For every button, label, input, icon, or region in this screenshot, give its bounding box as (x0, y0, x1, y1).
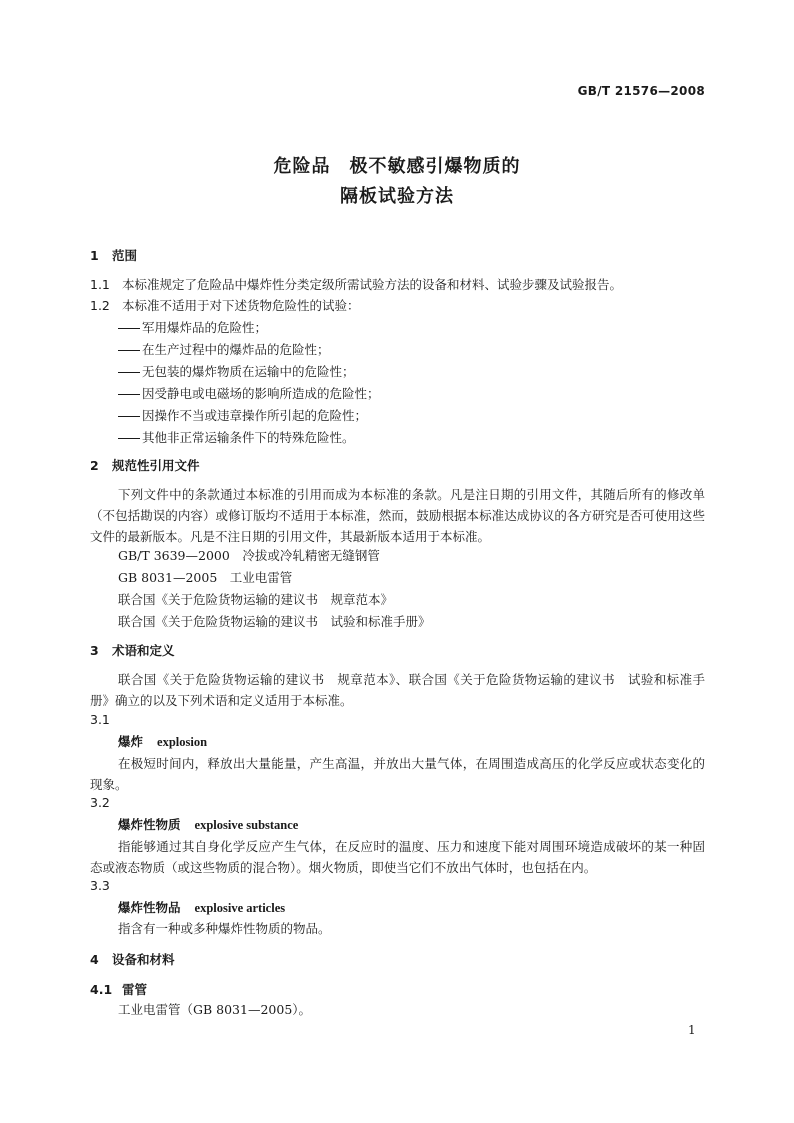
term-english: explosion (157, 735, 208, 749)
term-definition: 指能够通过其自身化学反应产生气体，在反应时的温度、压力和速度下能对周围环境造成破坏的某一种固态或液态物质（或这些物质的混合物）。烟火物质，即使当它们不放出气体时，也包括在内。 (90, 839, 705, 875)
section-number: 4 (90, 952, 99, 967)
section-2-paragraph: 下列文件中的条款通过本标准的引用而成为本标准的条款。凡是注日期的引用文件，其随后所有的修改单（不包括勘误的内容）或修订版均不适用于本标准，然而，鼓励根据本标准达成协议的各方研究是否可使用这些文件的最新版本。凡是不注日期的引用文件，其最新版本适用于本标准。 (90, 487, 705, 544)
term-chinese: 爆炸 (118, 734, 144, 749)
reference-item: GB/T 3639—2000 冷拔或冷轧精密无缝钢管 (118, 548, 380, 563)
clause-number: 1.1 (90, 277, 110, 292)
dash-mark (118, 372, 140, 373)
term-english: explosive articles (194, 901, 286, 915)
term-definition: 指含有一种或多种爆炸性物质的物品。 (118, 921, 331, 936)
section-number: 1 (90, 248, 99, 263)
term-definition: 在极短时间内，释放出大量能量，产生高温，并放出大量气体，在周围造成高压的化学反应或状态变化的现象。 (90, 756, 705, 792)
term-chinese: 爆炸性物质 (118, 817, 181, 832)
clause-1-1 (90, 275, 622, 295)
section-number: 2 (90, 458, 99, 473)
section-3-heading (90, 641, 175, 659)
clause-text: 本标准不适用于对下述货物危险性的试验： (122, 298, 360, 313)
section-number: 3 (90, 643, 99, 658)
section-title: 规范性引用文件 (112, 458, 200, 473)
dash-mark (118, 416, 140, 417)
section-2-heading (90, 456, 200, 474)
term-number: 3.2 (90, 795, 110, 810)
list-item: 军用爆炸品的危险性； (118, 318, 267, 338)
reference-item: 联合国《关于危险货物运输的建议书 试验和标准手册》 (118, 614, 431, 629)
list-item: 其他非正常运输条件下的特殊危险性。 (118, 428, 355, 448)
term-number: 3.3 (90, 878, 110, 893)
dash-mark (118, 350, 140, 351)
section-title: 术语和定义 (112, 643, 175, 658)
clause-1-2 (90, 296, 360, 316)
clause-4-1-heading (90, 980, 147, 998)
list-item: 在生产过程中的爆炸品的危险性； (118, 340, 330, 360)
reference-item: 联合国《关于危险货物运输的建议书 规章范本》 (118, 592, 394, 607)
list-item: 因受静电或电磁场的影响所造成的危险性； (118, 384, 380, 404)
section-1-heading (90, 246, 137, 264)
clause-title: 雷管 (122, 982, 148, 997)
term-heading (118, 898, 285, 916)
section-title: 设备和材料 (112, 952, 175, 967)
reference-item: GB 8031—2005 工业电雷管 (118, 570, 293, 585)
list-item: 因操作不当或违章操作所引起的危险性； (118, 406, 367, 426)
term-heading (118, 815, 298, 833)
document-title-line2: 隔板试验方法 (340, 186, 454, 207)
dash-mark (118, 438, 140, 439)
clause-number: 1.2 (90, 298, 110, 313)
term-number: 3.1 (90, 712, 110, 727)
page-number: 1 (688, 1023, 696, 1037)
section-3-paragraph: 联合国《关于危险货物运输的建议书 规章范本》、联合国《关于危险货物运输的建议书 试验和标准手册》确立的以及下列术语和定义适用于本标准。 (90, 672, 705, 708)
dash-mark (118, 328, 140, 329)
term-chinese: 爆炸性物品 (118, 900, 181, 915)
term-english: explosive substance (194, 818, 299, 832)
clause-number: 4.1 (90, 982, 113, 997)
dash-mark (118, 394, 140, 395)
section-4-heading (90, 950, 175, 968)
list-item: 无包装的爆炸物质在运输中的危险性； (118, 362, 355, 382)
clause-4-1-text: 工业电雷管（GB 8031—2005）。 (118, 1002, 312, 1017)
section-title: 范围 (112, 248, 138, 263)
standard-number: GB/T 21576—2008 (577, 84, 705, 98)
document-title-line1: 危险品 极不敏感引爆物质的 (273, 156, 521, 177)
clause-text: 本标准规定了危险品中爆炸性分类定级所需试验方法的设备和材料、试验步骤及试验报告。 (122, 277, 623, 292)
term-heading (118, 732, 207, 750)
